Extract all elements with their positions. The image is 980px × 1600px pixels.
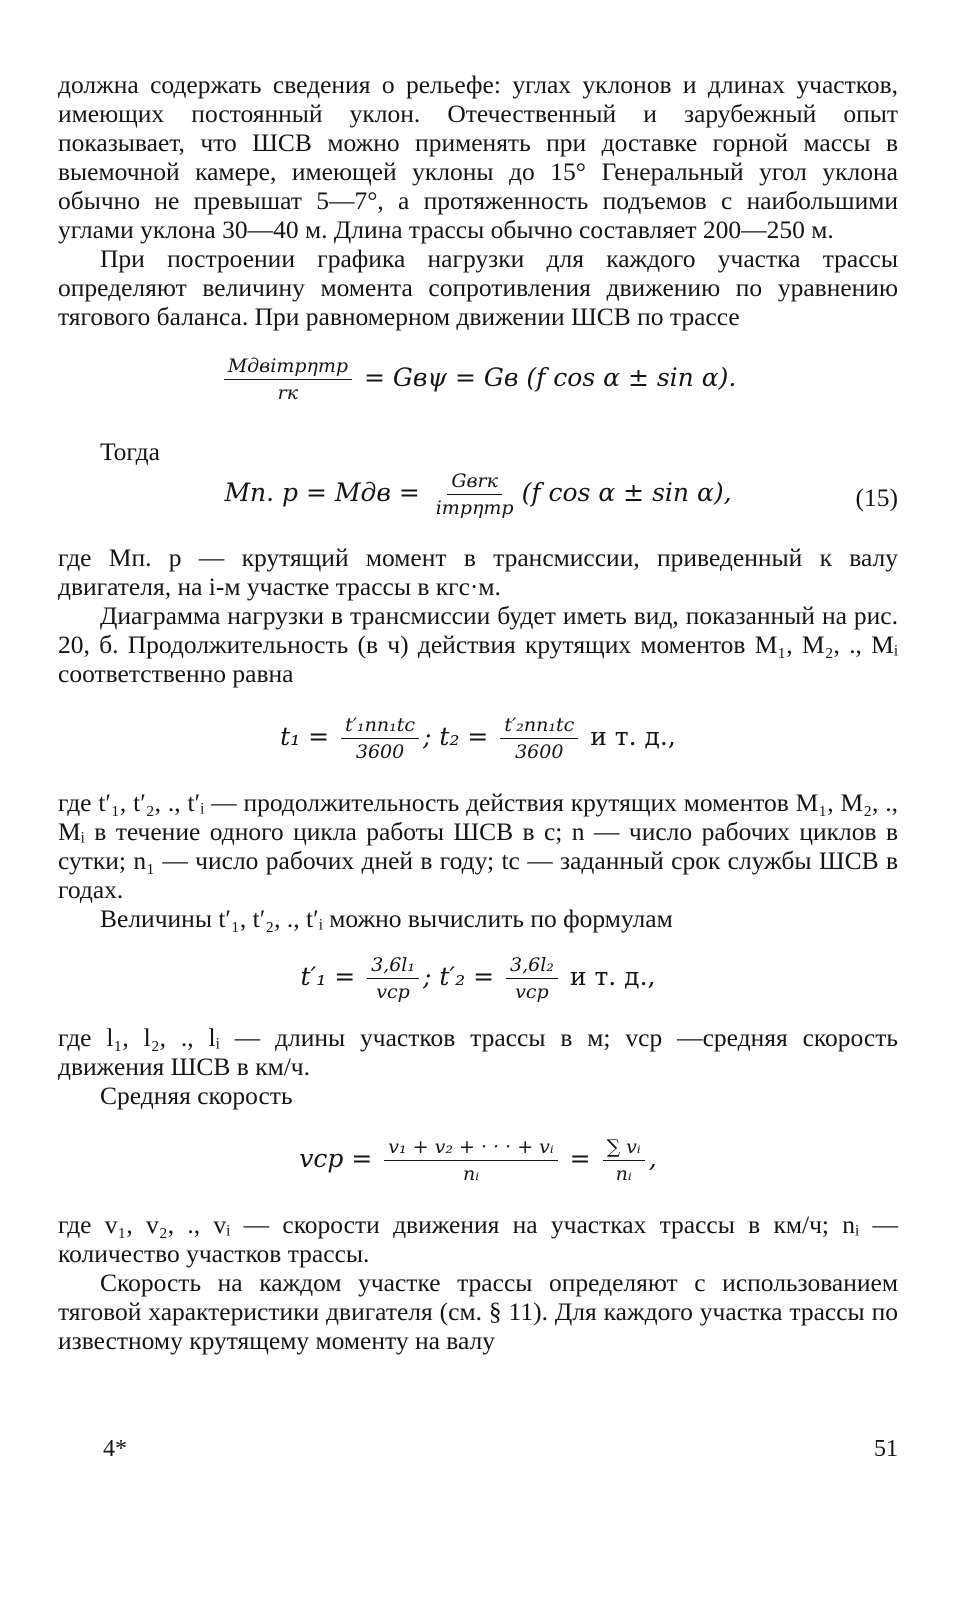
fraction-numerator: 3,6l₂ [506, 954, 558, 979]
fraction-denominator: 3600 [355, 740, 405, 763]
formula-separator: ; t₂ = [423, 721, 497, 751]
fraction-numerator: Mдвiтрηтр [224, 355, 352, 380]
fraction [384, 1136, 557, 1185]
fraction-numerator: Gвrк [447, 470, 502, 495]
formula-tail: и т. д., [582, 721, 676, 751]
signature-mark: 4* [103, 1436, 127, 1462]
formula-lhs: Mп. р = Mдв = [224, 477, 428, 507]
fraction-numerator: t′₂nn₁tс [500, 714, 578, 739]
formula-separator: ; t′₂ = [423, 961, 502, 991]
fraction [432, 470, 518, 519]
fraction [341, 714, 419, 763]
paragraph: Средняя скорость [100, 1081, 293, 1110]
fraction [506, 954, 558, 1003]
paragraph: Диаграмма нагрузки в трансмиссии будет иметь вид, показанный на рис. 20, б. Продолжительность (в ч) действия крутящих моментов M₁, M₂, ., Mᵢ соответственно равна [58, 601, 898, 688]
formula-tail: , [648, 1143, 657, 1173]
formula-lhs: vср = [299, 1143, 381, 1173]
formula-lhs: t′₁ = [300, 961, 364, 991]
fraction [500, 714, 578, 763]
paragraph: где l₁, l₂, ., lᵢ — длины участков трассы в м; vср —средняя скорость движения ШСВ в км/ч. [58, 1023, 898, 1081]
formula-rhs: = Gвψ = Gв (f cos α ± sin α). [356, 362, 737, 392]
paragraph: должна содержать сведения о рельефе: углах уклонов и длинах участков, имеющих постоянный уклон. Отечественный и зарубежный опыт показывает, что ШСВ можно применять при доставке горной массы в выемочной камере, имеющей уклоны до 15° Генеральный угол уклона обычно не превышат 5—7°, а протяженность подъемов с наибольшими углами уклона 30—40 м. Длина трассы обычно составляет 200—250 м. [58, 70, 898, 244]
formula-durations [58, 688, 898, 788]
paragraph: При построении графика нагрузки для каждого участка трассы определяют величину момента сопротивления движению по уравнению тягового баланса. При равномерном движении ШСВ по трассе [58, 244, 898, 331]
formula-equals: = [561, 1143, 599, 1173]
fraction-denominator: vср [376, 980, 410, 1003]
paragraph: где v₁, v₂, ., vᵢ — скорости движения на участках трассы в км/ч; nᵢ — количество участков трассы. [58, 1210, 898, 1268]
formula-tail: и т. д., [561, 961, 656, 991]
formula-average-speed [58, 1110, 898, 1210]
word-togda: Тогда [100, 437, 160, 466]
equation-number: (15) [855, 483, 898, 512]
fraction-denominator: nᵢ [462, 1162, 480, 1185]
formula-times [58, 933, 898, 1023]
text-column [58, 70, 898, 1355]
fraction-denominator: rк [277, 381, 299, 404]
fraction-denominator: 3600 [515, 740, 564, 763]
formula-rhs: (f cos α ± sin α), [521, 477, 732, 507]
formula-lhs: t₁ = [280, 721, 338, 751]
paragraph: где t′₁, t′₂, ., t′ᵢ — продолжительность действия крутящих моментов M₁, M₂, ., Mᵢ в течение одного цикла работы ШСВ в с; n — число рабочих циклов в сутки; n₁ — число рабочих дней в году; tс — заданный срок службы ШСВ в годах. [58, 788, 898, 904]
fraction-denominator: iтрηтр [435, 496, 514, 519]
formula-traction-balance [58, 331, 898, 427]
formula-15 [58, 427, 898, 519]
fraction [367, 954, 419, 1003]
fraction-denominator: vср [515, 980, 549, 1003]
fraction-denominator: nᵢ [615, 1162, 632, 1185]
paragraph: Скорость на каждом участке трассы определяют с использованием тяговой характеристики двигателя (см. § 11). Для каждого участка трассы по известному крутящему моменту на валу [58, 1268, 898, 1355]
fraction-numerator: ∑ vᵢ [603, 1136, 645, 1161]
fraction [224, 355, 352, 404]
fraction-numerator: t′₁nn₁tс [341, 714, 419, 739]
fraction-numerator: v₁ + v₂ + · · · + vᵢ [384, 1136, 557, 1161]
fraction [603, 1136, 645, 1185]
fraction-numerator: 3,6l₁ [367, 954, 419, 979]
paragraph: где Mп. р — крутящий момент в трансмиссии, приведенный к валу двигателя, на i-м участке трассы в кгс·м. [58, 543, 898, 601]
page-number: 51 [874, 1436, 898, 1462]
paragraph: Величины t′₁, t′₂, ., t′ᵢ можно вычислить по формулам [100, 904, 673, 933]
